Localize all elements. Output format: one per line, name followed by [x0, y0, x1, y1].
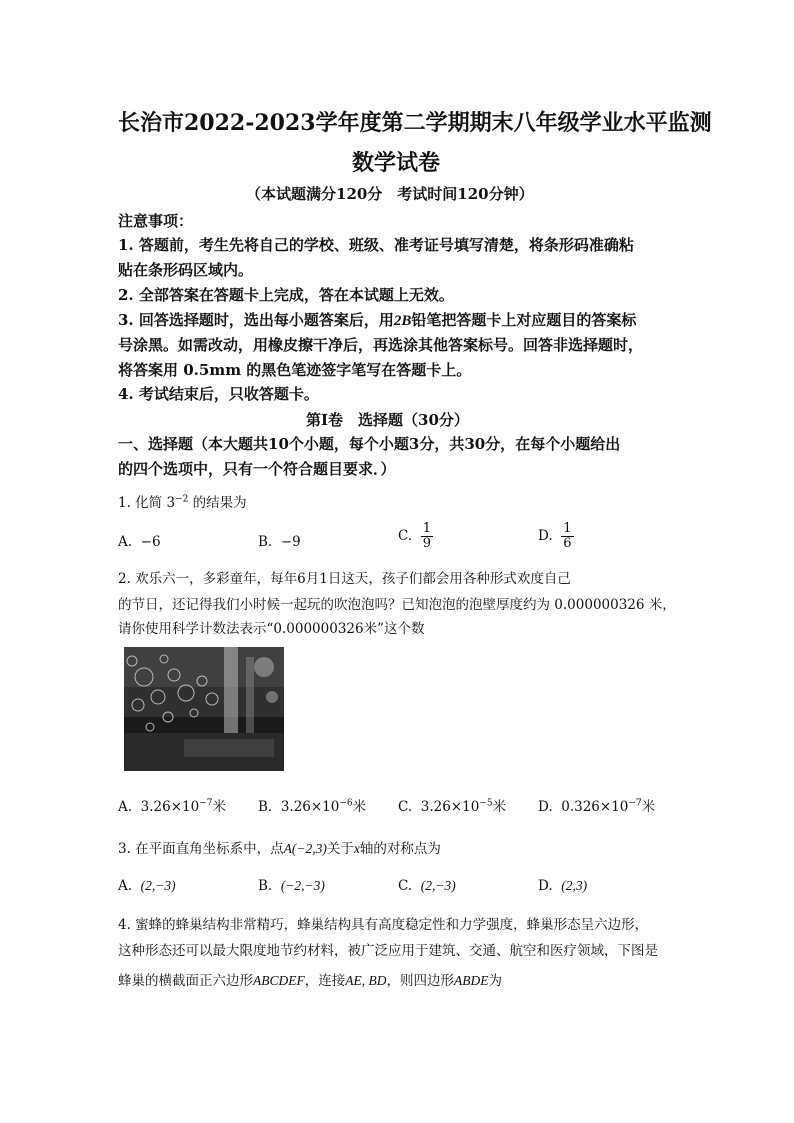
exam-title: 长治市2022-2023学年度第二学期期末八年级学业水平监测 [118, 110, 712, 136]
quadrilateral-label: ABDE [454, 973, 489, 988]
fraction: $\frac{1}{9}$ [422, 521, 432, 551]
question-3-stem: 3. 在平面直角坐标系中，点A(−2,3)关于x轴的对称点为 [118, 841, 441, 857]
question-4-stem: 4. 蜜蜂的蜂巢结构非常精巧，蜂巢结构具有高度稳定性和力学强度，蜂巢形态呈六边形， [118, 917, 649, 933]
question-2-option-c: C. $3.26\times 10^{-5}$米 [398, 798, 507, 815]
section-intro: 一、选择题（本大题共10个小题，每个小题3分，共30分，在每个小题给出 [118, 435, 621, 453]
question-3-option-a: A. (2,−3) [118, 878, 176, 894]
question-3-option-c: C. (2,−3) [398, 878, 456, 894]
question-1-stem: 1. 化简 $3^{-2}$ 的结果为 [118, 494, 247, 511]
notice-line: 号涂黑。如需改动，用橡皮擦干净后，再选涂其他答案标号。回答非选择题时， [118, 336, 644, 354]
section-title: 第Ⅰ卷 选择题（30分） [306, 411, 469, 429]
notice-line: 3. 回答选择题时，选出每小题答案后，用2B铅笔把答题卡上对应题目的答案标 [118, 311, 637, 329]
section-intro: 的四个选项中，只有一个符合题目要求．） [118, 460, 396, 478]
bubbles-photo [124, 647, 284, 771]
pencil-grade: 2B [393, 313, 412, 329]
notice-heading: 注意事项： [118, 212, 194, 230]
notice-line: 2. 全部答案在答题卡上完成，答在本试题上无效。 [118, 286, 454, 304]
question-1-option-c: C. $\frac{1}{9}$ [398, 521, 432, 551]
notice-line: 1. 答题前，考生先将自己的学校、班级、准考证号填写清楚，将条形码准确粘 [118, 236, 634, 254]
question-4-stem: 蜂巢的横截面正六边形ABCDEF，连接AE, BD，则四边形ABDE为 [118, 973, 502, 989]
question-2-option-d: D. $0.326\times 10^{-7}$米 [538, 798, 656, 815]
notice-line: 4. 考试结束后，只收答题卡。 [118, 385, 319, 403]
question-2-option-a: A. $3.26\times 10^{-7}$米 [118, 798, 226, 815]
question-1-option-d: D. $\frac{1}{6}$ [538, 521, 572, 551]
segment-labels: AE, BD [345, 973, 387, 988]
hexagon-label: ABCDEF [253, 973, 305, 988]
exam-subject-title: 数学试卷 [352, 150, 441, 176]
question-2-stem: 的节日，还记得我们小时候一起玩的吹泡泡吗？已知泡泡的泡壁厚度约为 0.000000326 米， [118, 597, 676, 613]
question-3-option-b: B. (−2,−3) [258, 878, 325, 894]
question-4-stem: 这种形态还可以最大限度地节约材料，被广泛应用于建筑、交通、航空和医疗领域，下图是 [118, 943, 658, 959]
question-2-stem: 请你使用科学计数法表示“0.000000326米”这个数 [118, 621, 425, 637]
x-axis-symbol: x [353, 841, 360, 856]
notice-line: 将答案用 0.5mm 的黑色笔迹签字笔写在答题卡上。 [118, 361, 472, 379]
question-1-option-b: B. −9 [258, 534, 301, 550]
fraction: $\frac{1}{6}$ [563, 521, 572, 551]
exam-subtitle: （本试题满分120分 考试时间120分钟） [246, 185, 534, 203]
question-2-option-b: B. $3.26\times 10^{-6}$米 [258, 798, 367, 815]
question-1-option-a: A. −6 [118, 534, 161, 550]
question-2-stem: 2. 欢乐六一，多彩童年，每年6月1日这天，孩子们都会用各种形式欢度自己 [118, 571, 571, 587]
notice-line: 贴在条形码区域内。 [118, 261, 254, 279]
question-3-option-d: D. (2,3) [538, 878, 588, 894]
point-a: A(−2,3) [283, 841, 327, 856]
